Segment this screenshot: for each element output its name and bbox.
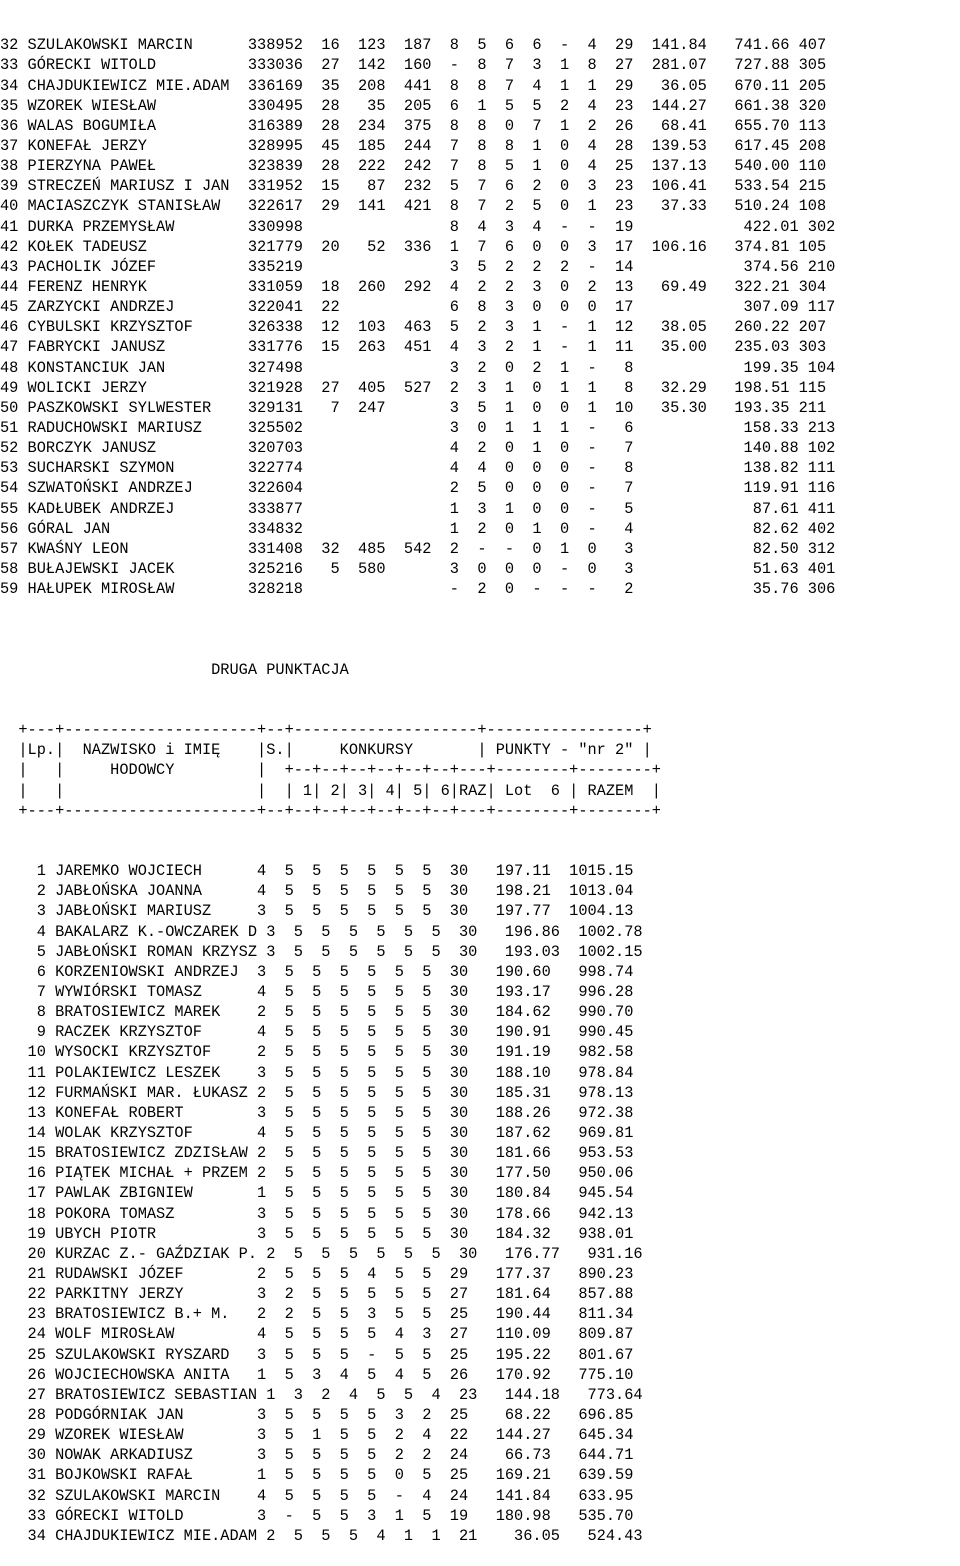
table-row: 30 NOWAK ARKADIUSZ 3 5 5 5 5 2 2 24 66.73 644.71 — [0, 1446, 634, 1465]
second-ranking-table-header — [0, 720, 835, 821]
table-row: 56 GÓRAL JAN 334832 1 2 0 1 0 - 4 82.62 402 — [0, 519, 836, 538]
table-row: 15 BRATOSIEWICZ ZDZISŁAW 2 5 5 5 5 5 5 30 181.66 953.53 — [0, 1144, 634, 1163]
table-row: 57 KWAŚNY LEON 331408 32 485 542 2 - - 0 1 0 3 82.50 312 — [0, 539, 836, 558]
table-row: 39 STRECZEŃ MARIUSZ I JAN 331952 15 87 232 5 7 6 2 0 3 23 106.41 533.54 215 — [0, 177, 827, 196]
table-row: 8 BRATOSIEWICZ MAREK 2 5 5 5 5 5 5 30 184.62 990.70 — [0, 1003, 634, 1022]
table-row: 4 BAKALARZ K.-OWCZAREK D 3 5 5 5 5 5 5 30 196.86 1002.78 — [0, 922, 643, 941]
table-row: 34 CHAJDUKIEWICZ MIE.ADAM 336169 35 208 441 8 8 7 4 1 1 29 36.05 670.11 205 — [0, 76, 827, 95]
table-row: 50 PASZKOWSKI SYLWESTER 329131 7 247 3 5 1 0 0 1 10 35.30 193.35 211 — [0, 398, 827, 417]
table-row: 27 BRATOSIEWICZ SEBASTIAN 1 3 2 4 5 5 4 23 144.18 773.64 — [0, 1385, 643, 1404]
table-row: 24 WOLF MIROSŁAW 4 5 5 5 5 4 3 27 110.09 809.87 — [0, 1325, 634, 1344]
table-row — [0, 599, 835, 619]
table-header-line: +---+---------------------+--+--------------------+-----------------+ — [0, 721, 652, 740]
table-header-line: |Lp.| NAZWISKO i IMIĘ |S.| KONKURSY | PUNKTY - "nr 2" | — [0, 741, 652, 760]
table-row: 48 KONSTANCIUK JAN 327498 3 2 0 2 1 - 8 199.35 104 — [0, 358, 836, 377]
table-row: 13 KONEFAŁ ROBERT 3 5 5 5 5 5 5 30 188.26 972.38 — [0, 1103, 634, 1122]
table-row: 51 RADUCHOWSKI MARIUSZ 325502 3 0 1 1 1 - 6 158.33 213 — [0, 418, 836, 437]
section-title: DRUGA PUNKTACJA — [0, 660, 349, 679]
table-row: 23 BRATOSIEWICZ B.+ M. 2 2 5 5 3 5 5 25 190.44 811.34 — [0, 1305, 634, 1324]
table-row: 18 POKORA TOMASZ 3 5 5 5 5 5 5 30 178.66 942.13 — [0, 1204, 634, 1223]
table-row: 12 FURMAŃSKI MAR. ŁUKASZ 2 5 5 5 5 5 5 30 185.31 978.13 — [0, 1083, 634, 1102]
table-row: 52 BORCZYK JANUSZ 320703 4 2 0 1 0 - 7 140.88 102 — [0, 439, 836, 458]
table-row: 41 DURKA PRZEMYSŁAW 330998 8 4 3 4 - - 19 422.01 302 — [0, 217, 836, 236]
table-row: 10 WYSOCKI KRZYSZTOF 2 5 5 5 5 5 5 30 191.19 982.58 — [0, 1043, 634, 1062]
table-row: 37 KONEFAŁ JERZY 328995 45 185 244 7 8 8 1 0 4 28 139.53 617.45 208 — [0, 137, 827, 156]
table-row: 40 MACIASZCZYK STANISŁAW 322617 29 141 421 8 7 2 5 0 1 23 37.33 510.24 108 — [0, 197, 827, 216]
table-row: 14 WOLAK KRZYSZTOF 4 5 5 5 5 5 5 30 187.62 969.81 — [0, 1124, 634, 1142]
table-row: 1 JAREMKO WOJCIECH 4 5 5 5 5 5 5 30 197.11 1015.15 — [0, 862, 634, 881]
table-row: 43 PACHOLIK JÓZEF 335219 3 5 2 2 2 - 14 374.56 210 — [0, 257, 836, 276]
table-row: 28 PODGÓRNIAK JAN 3 5 5 5 5 3 2 25 68.22 696.85 — [0, 1405, 634, 1424]
table-row: 16 PIĄTEK MICHAŁ + PRZEM 2 5 5 5 5 5 5 30 177.50 950.06 — [0, 1164, 634, 1183]
table-row: 54 SZWATOŃSKI ANDRZEJ 322604 2 5 0 0 0 - 7 119.91 116 — [0, 479, 836, 498]
table-row: 32 SZULAKOWSKI MARCIN 338952 16 123 187 8 5 6 6 - 4 29 141.84 741.66 407 — [0, 36, 827, 55]
table-row: 47 FABRYCKI JANUSZ 331776 15 263 451 4 3 2 1 - 1 11 35.00 235.03 303 — [0, 338, 827, 357]
table-row: 45 ZARZYCKI ANDRZEJ 322041 22 6 8 3 0 0 0 17 307.09 117 — [0, 298, 836, 317]
table-row: 19 UBYCH PIOTR 3 5 5 5 5 5 5 30 184.32 938.01 — [0, 1224, 634, 1243]
table-row: 32 SZULAKOWSKI MARCIN 4 5 5 5 5 - 4 24 141.84 633.95 — [0, 1486, 634, 1505]
table-row: 20 KURZAC Z.- GAŹDZIAK P. 2 5 5 5 5 5 5 30 176.77 931.16 — [0, 1244, 643, 1263]
table-row: 21 RUDAWSKI JÓZEF 2 5 5 5 4 5 5 29 177.37 890.23 — [0, 1264, 634, 1283]
second-ranking-table-body — [0, 861, 835, 1546]
table-header-line: | | | | 1| 2| 3| 4| 5| 6|RAZ| Lot 6 | RAZEM | — [0, 781, 661, 800]
table-row: 26 WOJCIECHOWSKA ANITA 1 5 3 4 5 4 5 26 170.92 775.10 — [0, 1365, 634, 1384]
table-row: 2 JABŁOŃSKA JOANNA 4 5 5 5 5 5 5 30 198.21 1013.04 — [0, 882, 634, 901]
table-header-line: | | HODOWCY | +--+--+--+--+--+--+---+--------+--------+ — [0, 761, 661, 780]
table-row: 31 BOJKOWSKI RAFAŁ 1 5 5 5 5 0 5 25 169.21 639.59 — [0, 1466, 634, 1485]
table-row: 53 SUCHARSKI SZYMON 322774 4 4 0 0 0 - 8 138.82 111 — [0, 459, 836, 478]
table-row: 58 BUŁAJEWSKI JACEK 325216 5 580 3 0 0 0 - 0 3 51.63 401 — [0, 559, 836, 578]
table-row: 44 FERENZ HENRYK 331059 18 260 292 4 2 2 3 0 2 13 69.49 322.21 304 — [0, 278, 827, 296]
table-header-line: +---+---------------------+--+--+--+--+--+--+--+---+--------+--------+ — [0, 801, 661, 820]
table-row: 55 KADŁUBEK ANDRZEJ 333877 1 3 1 0 0 - 5 87.61 411 — [0, 499, 836, 518]
table-row: 33 GÓRECKI WITOLD 333036 27 142 160 - 8 7 3 1 8 27 281.07 727.88 305 — [0, 56, 827, 75]
table-row: 7 WYWIÓRSKI TOMASZ 4 5 5 5 5 5 5 30 193.17 996.28 — [0, 983, 634, 1002]
table-row: 34 CHAJDUKIEWICZ MIE.ADAM 2 5 5 5 4 1 1 21 36.05 524.43 — [0, 1526, 643, 1545]
table-row: 49 WOLICKI JERZY 321928 27 405 527 2 3 1 0 1 1 8 32.29 198.51 115 — [0, 378, 827, 397]
table-row: 6 KORZENIOWSKI ANDRZEJ 3 5 5 5 5 5 5 30 190.60 998.74 — [0, 962, 634, 981]
table-row: 11 POLAKIEWICZ LESZEK 3 5 5 5 5 5 5 30 188.10 978.84 — [0, 1063, 634, 1082]
table-row: 29 WZOREK WIESŁAW 3 5 1 5 5 2 4 22 144.27 645.34 — [0, 1426, 634, 1445]
table-row: 59 HAŁUPEK MIROSŁAW 328218 - 2 0 - - - 2 35.76 306 — [0, 580, 836, 599]
table-row: 25 SZULAKOWSKI RYSZARD 3 5 5 5 - 5 5 25 195.22 801.67 — [0, 1345, 634, 1364]
first-ranking-table — [0, 35, 835, 619]
table-row: 3 JABŁOŃSKI MARIUSZ 3 5 5 5 5 5 5 30 197.77 1004.13 — [0, 902, 634, 921]
table-row: 17 PAWLAK ZBIGNIEW 1 5 5 5 5 5 5 30 180.84 945.54 — [0, 1184, 634, 1203]
table-row: 33 GÓRECKI WITOLD 3 - 5 5 3 1 5 19 180.98 535.70 — [0, 1506, 634, 1525]
table-row: 38 PIERZYNA PAWEŁ 323839 28 222 242 7 8 5 1 0 4 25 137.13 540.00 110 — [0, 157, 827, 176]
table-row: 35 WZOREK WIESŁAW 330495 28 35 205 6 1 5 5 2 4 23 144.27 661.38 320 — [0, 96, 827, 115]
table-row: 5 JABŁOŃSKI ROMAN KRZYSZ 3 5 5 5 5 5 5 30 193.03 1002.15 — [0, 942, 643, 961]
table-row: 9 RACZEK KRZYSZTOF 4 5 5 5 5 5 5 30 190.91 990.45 — [0, 1023, 634, 1042]
table-row: 42 KOŁEK TADEUSZ 321779 20 52 336 1 7 6 0 0 3 17 106.16 374.81 105 — [0, 237, 827, 256]
table-row: 22 PARKITNY JERZY 3 2 5 5 5 5 5 27 181.64 857.88 — [0, 1285, 634, 1304]
table-row: 46 CYBULSKI KRZYSZTOF 326338 12 103 463 5 2 3 1 - 1 12 38.05 260.22 207 — [0, 318, 827, 337]
table-row: 36 WALAS BOGUMIŁA 316389 28 234 375 8 8 0 7 1 2 26 68.41 655.70 113 — [0, 116, 827, 135]
